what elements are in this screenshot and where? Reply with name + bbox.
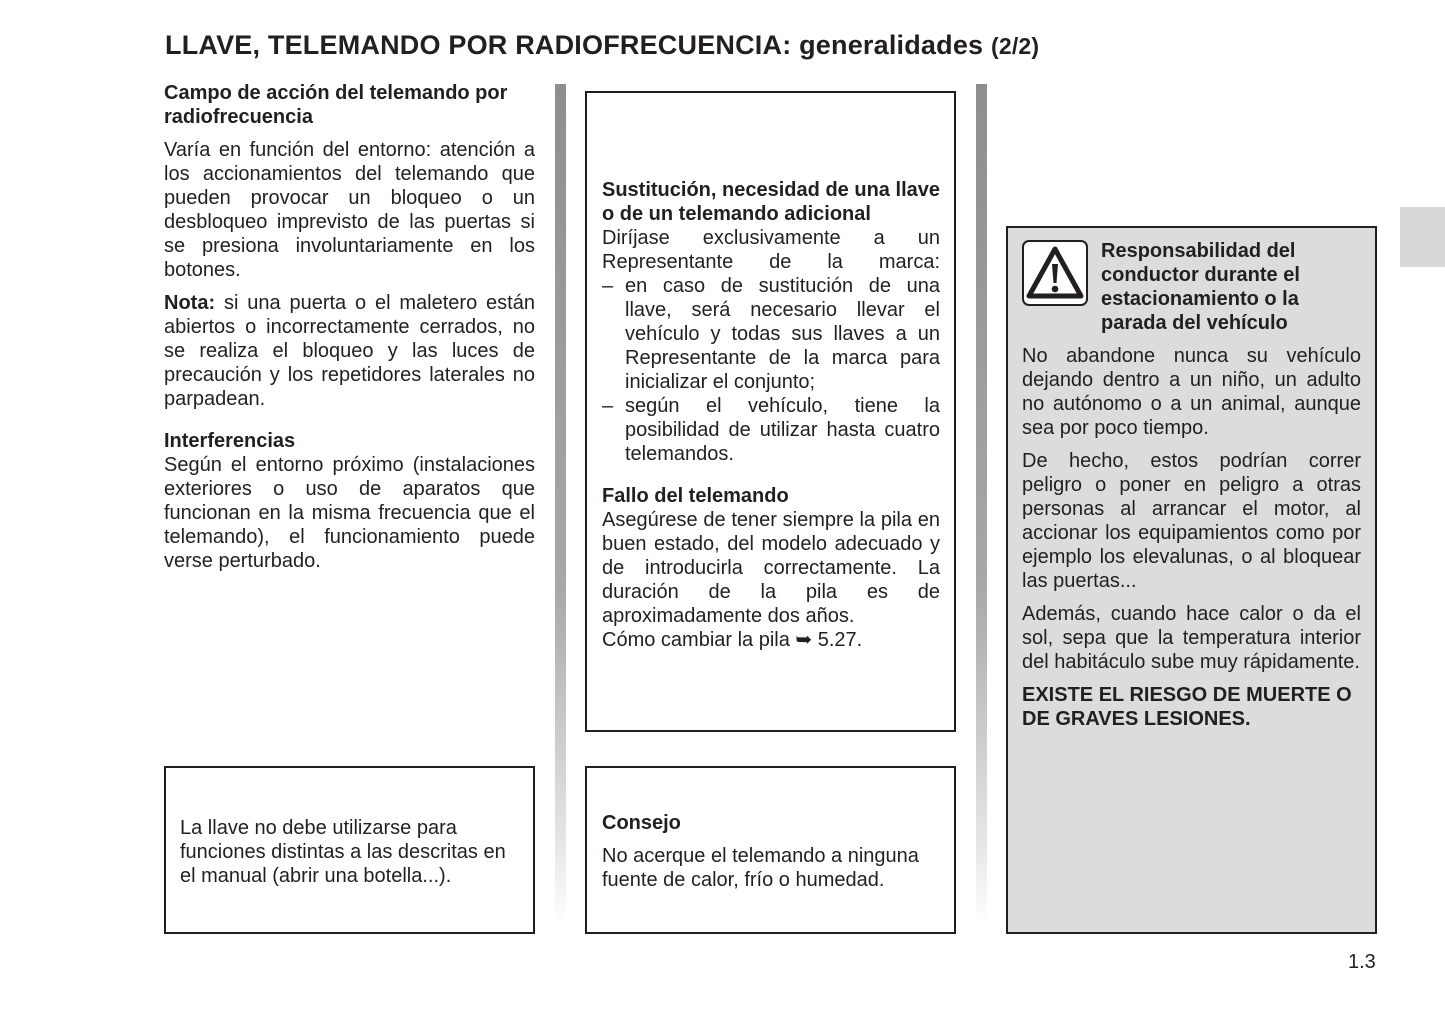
list-item [602,394,940,466]
list-item-text: en caso de sustitución de una llave, será necesario llevar el vehículo y todas sus llaves a un Representante de la marca para inicializar el conjunto; [625,275,940,393]
warning-paragraph-2: De hecho, estos podrían correr peligro o poner en peligro a otras personas al arrancar el motor, al accionar los equipamientos como por ejemplo los elevalunas, o al bloquear las puertas... [1022,450,1361,592]
interferences-heading: Interferencias [164,430,296,452]
warning-paragraph-3: Además, cuando hace calor o da el sol, sepa que la temperatura interior del habitáculo sube muy rápidamente. [1022,603,1361,673]
warning-triangle-icon [1022,240,1088,306]
column-separator-left [555,84,566,926]
title-main: LLAVE, TELEMANDO POR RADIOFRECUENCIA: generalidades [165,30,984,60]
list-dash: – [602,395,614,417]
key-usage-text: La llave no debe utilizarse para funciones distintas a las descritas en el manual (abrir una botella...). [180,817,506,887]
page-title [165,30,1039,61]
advice-text: No acerque el telemando a ninguna fuente de calor, frío o humedad. [602,845,919,891]
warning-header [1022,239,1361,335]
warning-heading: Responsabilidad del conductor durante el estacionamiento o la parada del vehículo [1101,240,1300,334]
advice-box [585,766,956,934]
list-item-text: según el vehículo, tiene la posibilidad de utilizar hasta cuatro telemandos. [625,395,940,465]
range-text: Varía en función del entorno: atención a los accionamientos del telemando que pueden provocar un bloqueo o un desbloqueo imprevisto de las puertas si se presiona involuntariamente en los botones. [164,139,535,281]
section-thumb-tab [1400,207,1445,267]
replacement-intro: Diríjase exclusivamente a un Representante de la marca: [602,227,940,273]
warning-box [1006,226,1377,934]
advice-heading: Consejo [602,812,681,834]
warning-paragraph-1: No abandone nunca su vehículo dejando dentro a un niño, un adulto no autónomo o a un animal, aunque sea por poco tiempo. [1022,345,1361,439]
failure-heading: Fallo del telemando [602,485,789,507]
list-item [602,274,940,394]
replacement-heading: Sustitución, necesidad de una llave o de un telemando adicional [602,179,940,225]
note-paragraph [164,291,535,411]
list-dash: – [602,275,614,297]
note-label: Nota: [164,292,216,314]
column-left [164,81,535,573]
interferences-text: Según el entorno próximo (instalaciones exteriores o uso de aparatos que funcionan en la misma frecuencia que el telemando), el funcionamiento puede verse perturbado. [164,454,535,572]
warning-triangle-icon [1026,246,1084,300]
key-usage-note-box [164,766,535,934]
note-text: si una puerta o el maletero están abiertos o incorrectamente cerrados, no se realiza el bloqueo y las luces de precaución y los repetidores laterales no parpadean. [164,292,535,410]
column-separator-right [976,84,987,926]
warning-paragraph-4: EXISTE EL RIESGO DE MUERTE O DE GRAVES LESIONES. [1022,684,1352,730]
range-heading: Campo de acción del telemando por radiofrecuencia [164,82,508,128]
battery-reference: Cómo cambiar la pila ➥ 5.27. [602,629,863,651]
page-number: 1.3 [1348,951,1376,973]
failure-text: Asegúrese de tener siempre la pila en buen estado, del modelo adecuado y de introducirla correctamente. La duración de la pila es de aproximadamente dos años. [602,509,940,627]
replacement-info-box [585,91,956,732]
title-page-indicator: (2/2) [990,33,1040,59]
